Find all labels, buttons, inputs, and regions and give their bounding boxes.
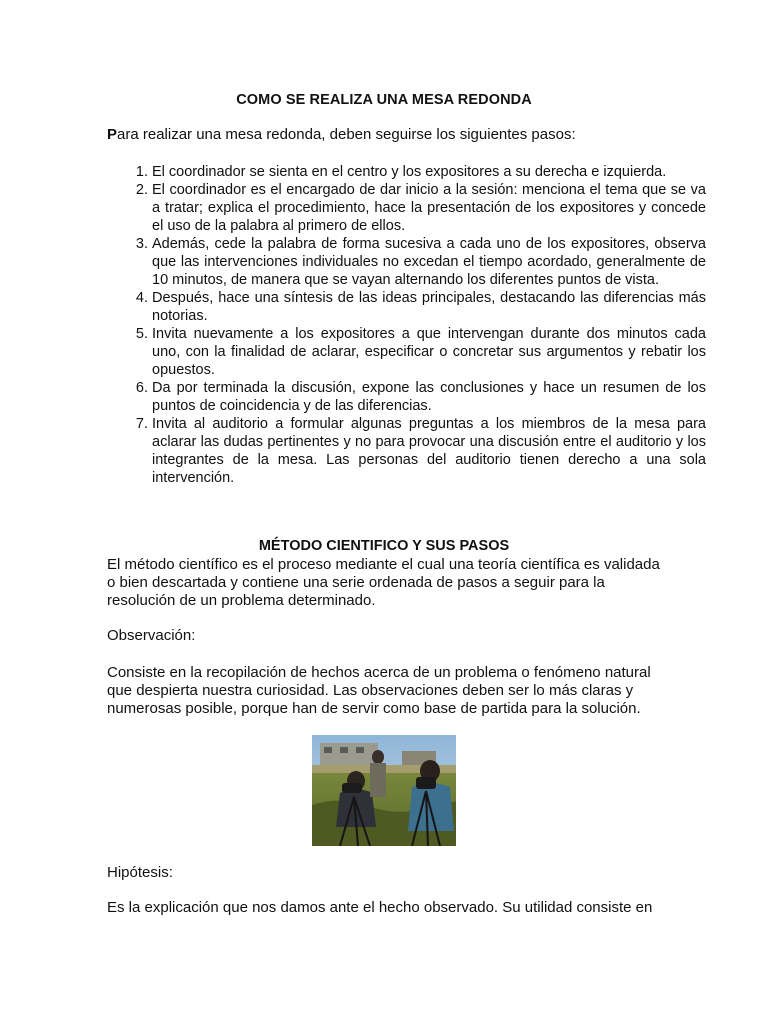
observation-photo bbox=[312, 735, 456, 846]
observation-paragraph: Consiste en la recopilación de hechos acerca de un problema o fenómeno natural que despierta nuestra curiosidad. Las observaciones deben ser lo más claras y numerosas posible, porque han de servir como base de partida para la solución. bbox=[107, 664, 651, 717]
hypothesis-paragraph: Es la explicación que nos damos ante el hecho observado. Su utilidad consiste en bbox=[107, 899, 653, 916]
list-item: 7. Invita al auditorio a formular algunas preguntas a los miembros de la mesa para aclarar las dudas pertinentes y no para provocar una discusión entre el auditorio y los integrantes de la mesa. Las personas del auditorio tienen derecho a una sola intervención. bbox=[152, 415, 706, 487]
hypothesis-label: Hipótesis: bbox=[107, 864, 173, 881]
list-item: 1. El coordinador se sienta en el centro y los expositores a su derecha e izquierda. bbox=[152, 163, 706, 181]
observation-label: Observación: bbox=[107, 627, 196, 644]
list-item: 3. Además, cede la palabra de forma sucesiva a cada uno de los expositores, observa que las intervenciones individuales no excedan el tiempo acordado, generalmente de 10 minutos, de manera que se vayan alternando los diferentes puntos de vista. bbox=[152, 235, 706, 289]
intro-paragraph bbox=[107, 126, 667, 144]
intro-drop-letter: P bbox=[107, 126, 118, 143]
list-item: 2. El coordinador es el encargado de dar inicio a la sesión: menciona el tema que se va a tratar; explica el procedimiento, hace la presentación de los expositores y concede el uso de la palabra al primero de ellos. bbox=[152, 181, 706, 235]
method-paragraph: El método científico es el proceso mediante el cual una teoría científica es validada o bien descartada y contiene una serie ordenada de pasos a seguir para la resolución de un problema determinado. bbox=[107, 556, 660, 609]
list-item: 5. Invita nuevamente a los expositores a que intervengan durante dos minutos cada uno, con la finalidad de aclarar, especificar o concretar sus argumentos y rebatir los opuestos. bbox=[152, 325, 706, 379]
steps-list bbox=[107, 163, 706, 487]
list-item: 4. Después, hace una síntesis de las ideas principales, destacando las diferencias más notorias. bbox=[152, 289, 706, 325]
document-title: COMO SE REALIZA UNA MESA REDONDA bbox=[236, 92, 532, 108]
list-item: 6. Da por terminada la discusión, expone las conclusiones y hace un resumen de los puntos de coincidencia y de las diferencias. bbox=[152, 379, 706, 415]
intro-text: ara realizar una mesa redonda, deben seguirse los siguientes pasos: bbox=[117, 126, 576, 143]
section-heading: MÉTODO CIENTIFICO Y SUS PASOS bbox=[258, 538, 510, 554]
